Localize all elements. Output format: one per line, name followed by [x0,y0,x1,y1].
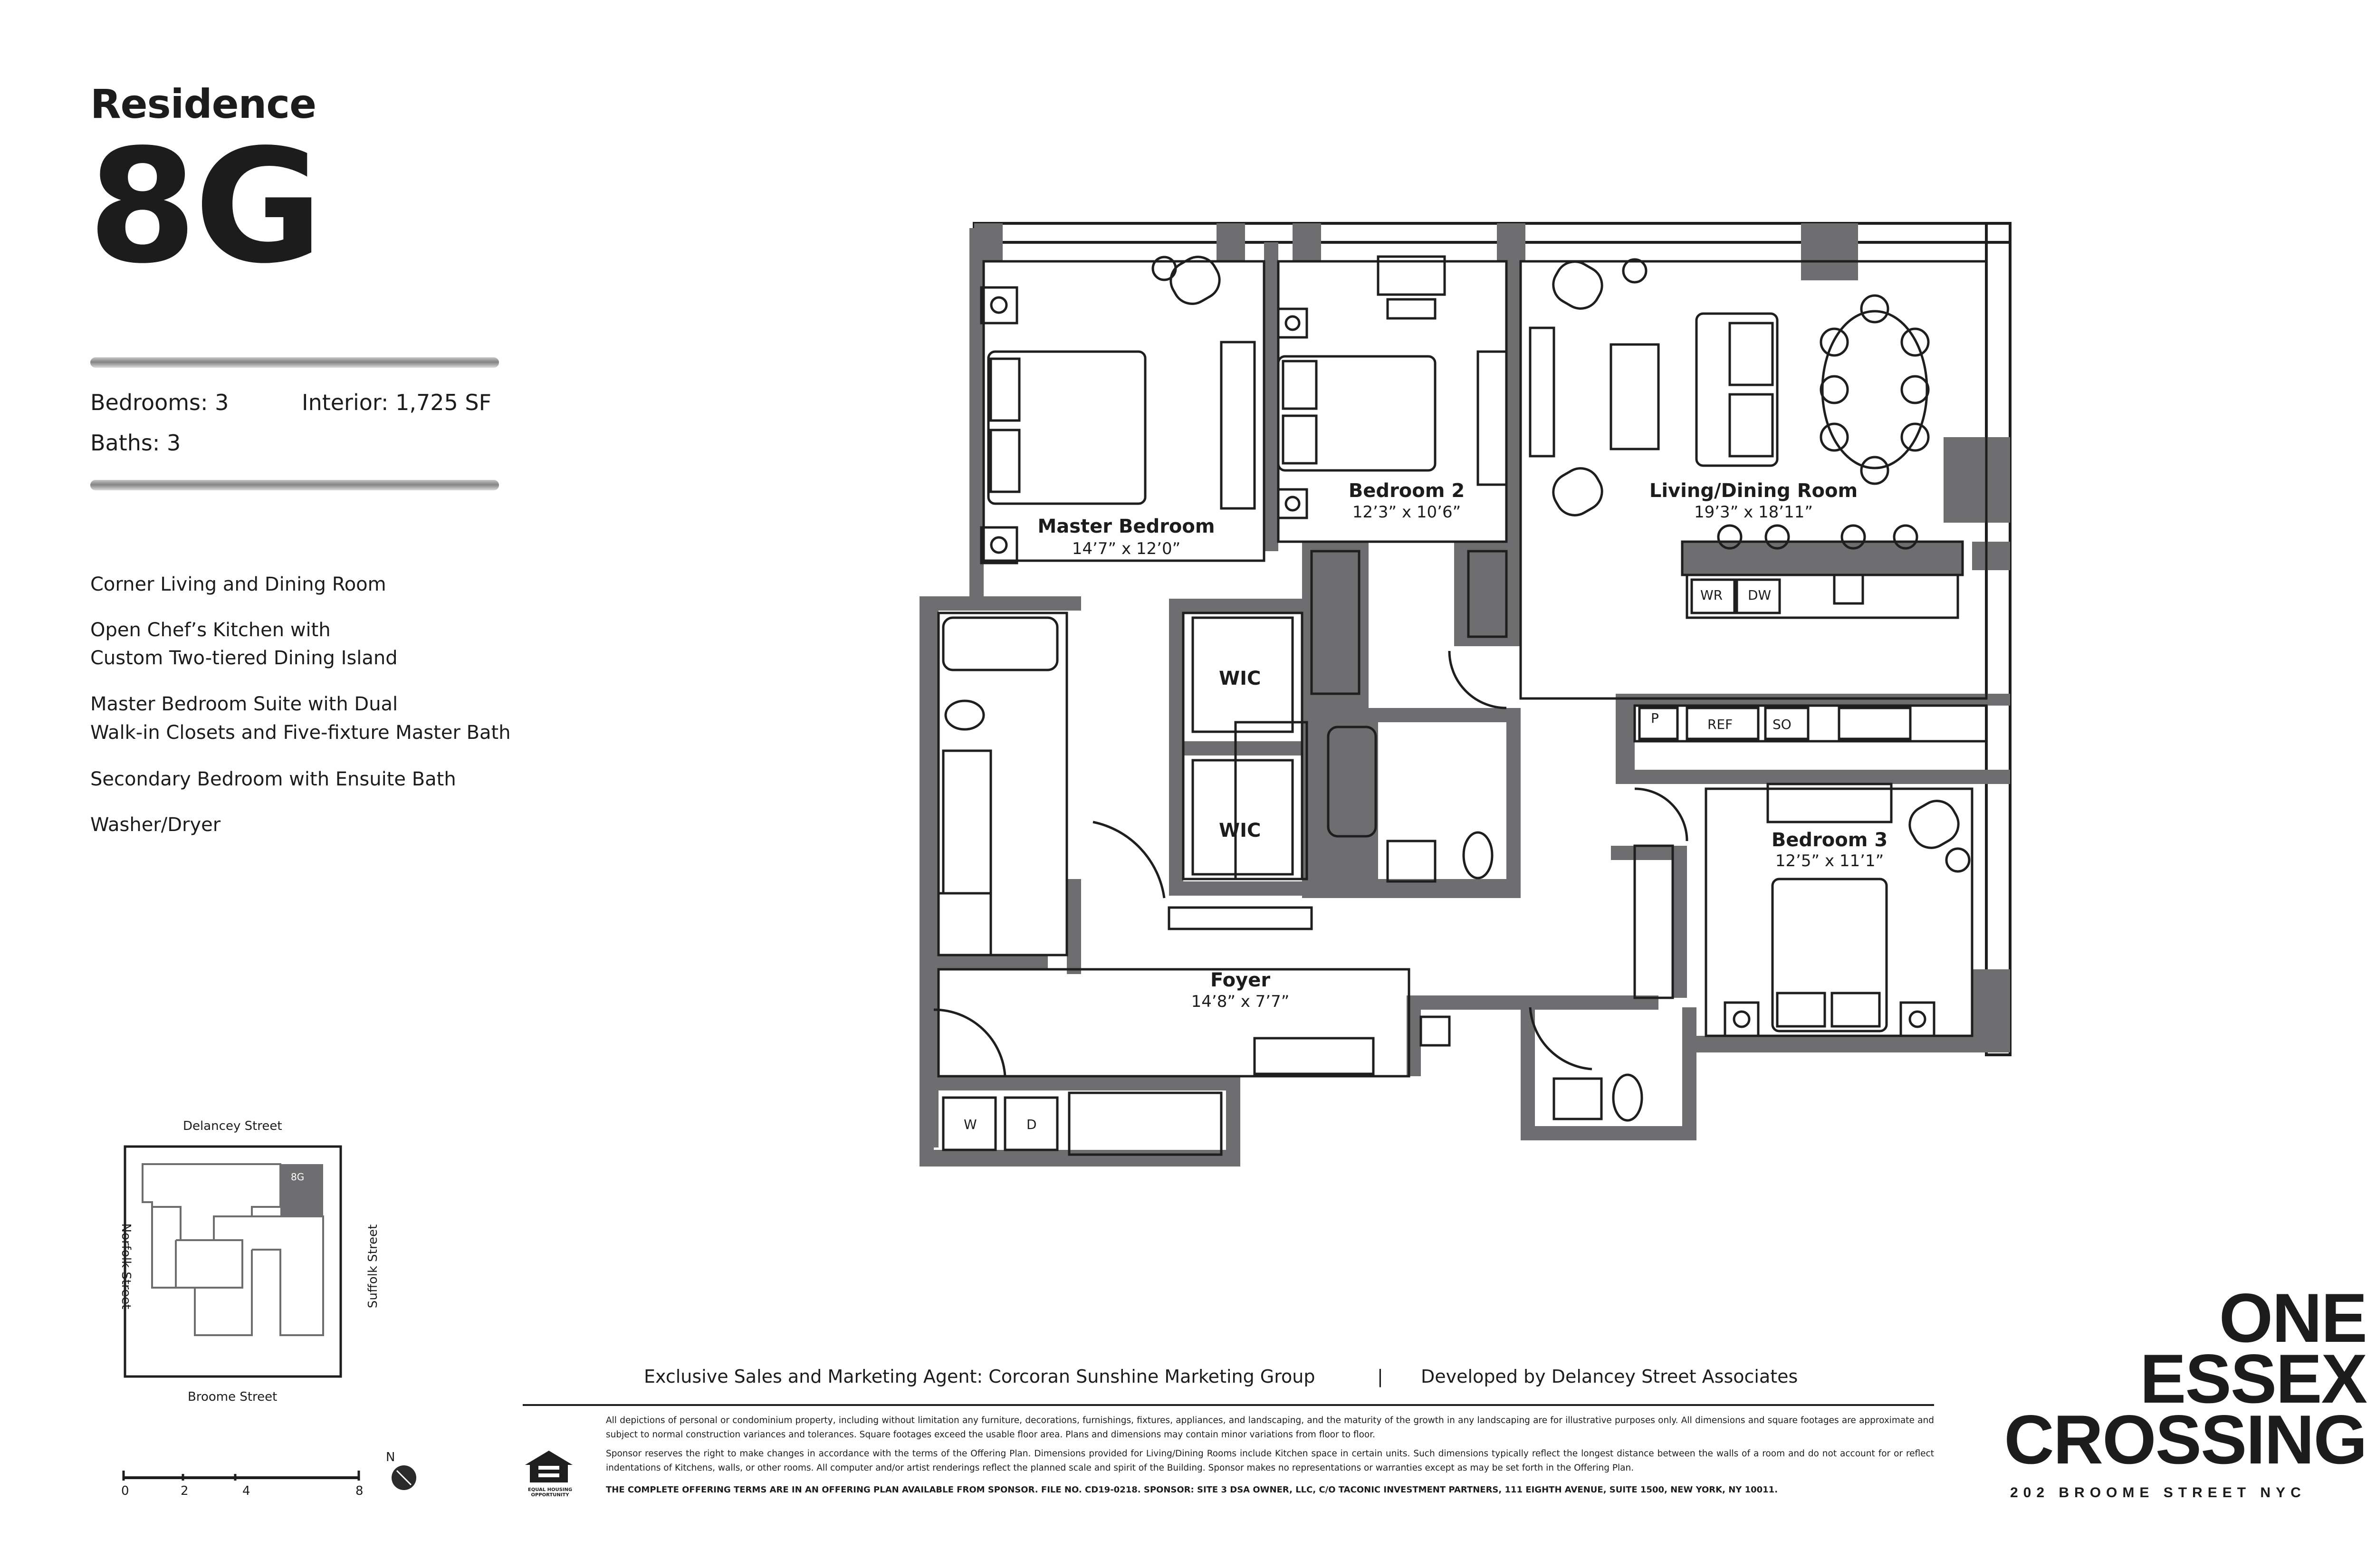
equal-housing-text: EQUAL HOUSING OPPORTUNITY [527,1487,573,1498]
scale-label-0: 0 [121,1484,129,1498]
footer-separator: | [1377,1366,1383,1387]
key-plan-street-top: Delancey Street [183,1119,282,1133]
feature-3a: Master Bedroom Suite with Dual [90,693,398,715]
brand-line-crossing: CROSSING [2004,1401,2366,1478]
appliance-ref: REF [1707,717,1733,732]
spec-baths: Baths: 3 [90,430,181,456]
key-plan-map [124,1145,342,1378]
appliance-dryer: D [1026,1117,1037,1132]
closet-label-wic-2: WIC [1219,820,1261,841]
exterior-walls [920,223,2010,1166]
residence-label: Residence [90,81,316,127]
key-plan-street-right: Suffolk Street [366,1224,380,1309]
key-plan-street-bottom: Broome Street [188,1390,278,1404]
spec-interior: Interior: 1,725 SF [302,390,492,415]
room-dim-bedroom-3: 12’5” x 11’1” [1775,851,1884,870]
room-dim-master-bedroom: 14’7” x 12’0” [1072,539,1181,558]
room-name-living-dining: Living/Dining Room [1649,480,1858,502]
footer-sales-agent: Exclusive Sales and Marketing Agent: Corcoran Sunshine Marketing Group [644,1366,1315,1387]
scale-label-4: 4 [242,1484,250,1498]
brand-line-essex: ESSEX [2140,1340,2366,1417]
room-dim-living-dining: 19’3” x 18’11” [1694,503,1813,522]
footer-developer: Developed by Delancey Street Associates [1421,1366,1798,1387]
room-dim-foyer: 14’8” x 7’7” [1191,992,1290,1011]
feature-2b: Custom Two-tiered Dining Island [90,647,398,669]
appliance-p: P [1651,710,1659,726]
appliance-dw: DW [1748,587,1772,603]
footer-rule [523,1404,1934,1406]
legal-paragraph-3: THE COMPLETE OFFERING TERMS ARE IN AN OFFERING PLAN AVAILABLE FROM SPONSOR. FILE NO. CD19-0218. SPONSOR: SITE 3 DSA OWNER, LLC, C/O TACONIC INVESTMENT PARTNERS, 111 EIGHTH AVENUE, SUITE 1500, NEW YORK, NY 10011. [606,1485,1778,1495]
feature-5: Washer/Dryer [90,814,221,836]
appliance-wr: WR [1700,587,1723,603]
interior-lines [939,261,1986,1076]
feature-1: Corner Living and Dining Room [90,574,386,595]
feature-4: Secondary Bedroom with Ensuite Bath [90,768,456,790]
equal-housing-icon [520,1447,577,1490]
key-plan-unit-label: 8G [291,1171,305,1183]
brand-logo [1977,1279,2366,1478]
feature-3b: Walk-in Closets and Five-fixture Master Bath [90,722,511,744]
brand-address: 202 BROOME STREET NYC [2010,1485,2306,1501]
residence-number: 8G [88,115,320,298]
room-name-foyer: Foyer [1210,969,1271,991]
appliance-washer: W [964,1117,977,1132]
feature-2a: Open Chef’s Kitchen with [90,619,331,641]
brand-line-one: ONE [2219,1279,2366,1357]
legal-paragraph-1: All depictions of personal or condominium property, including without limitation any furniture, decorations, furnishings, fixtures, appliances, and landscaping, and the maturity of the growth in any landscaping are for illustrative purposes only. All dimensions and square footages are approximate and subject to normal construction variances and tolerances. Square footages exceed the usable floor area. Plans and dimensions may contain minor variations from floor to floor. [606,1415,1934,1440]
legal-paragraph-2: Sponsor reserves the right to make changes in accordance with the terms of the Offering Plan. Dimensions provided for Living/Dining Rooms include Kitchen space in certain units. Such dimensions typically reflect the longest distance between the walls of a room and do not account for or reflect indentations of Kitchens, walls, or other rooms. All computer and/or artist renderings reflect the planned scale and spirit of the Building. Sponsor makes no representations or warranties except as may be set forth in the Offering Plan. [606,1449,1934,1473]
room-name-master-bedroom: Master Bedroom [1037,516,1215,537]
room-name-bedroom-2: Bedroom 2 [1348,480,1465,502]
closet-label-wic-1: WIC [1219,668,1261,689]
spec-bedrooms: Bedrooms: 3 [90,390,229,415]
north-label: N [386,1450,395,1464]
key-plan-street-left: Norfolk Street [119,1223,133,1310]
scale-label-8: 8 [355,1484,364,1498]
scale-label-2: 2 [181,1484,189,1498]
room-dim-bedroom-2: 12’3” x 10’6” [1352,503,1461,522]
appliance-so: SO [1772,717,1792,732]
room-name-bedroom-3: Bedroom 3 [1771,829,1888,851]
scale-bar [121,1463,425,1492]
